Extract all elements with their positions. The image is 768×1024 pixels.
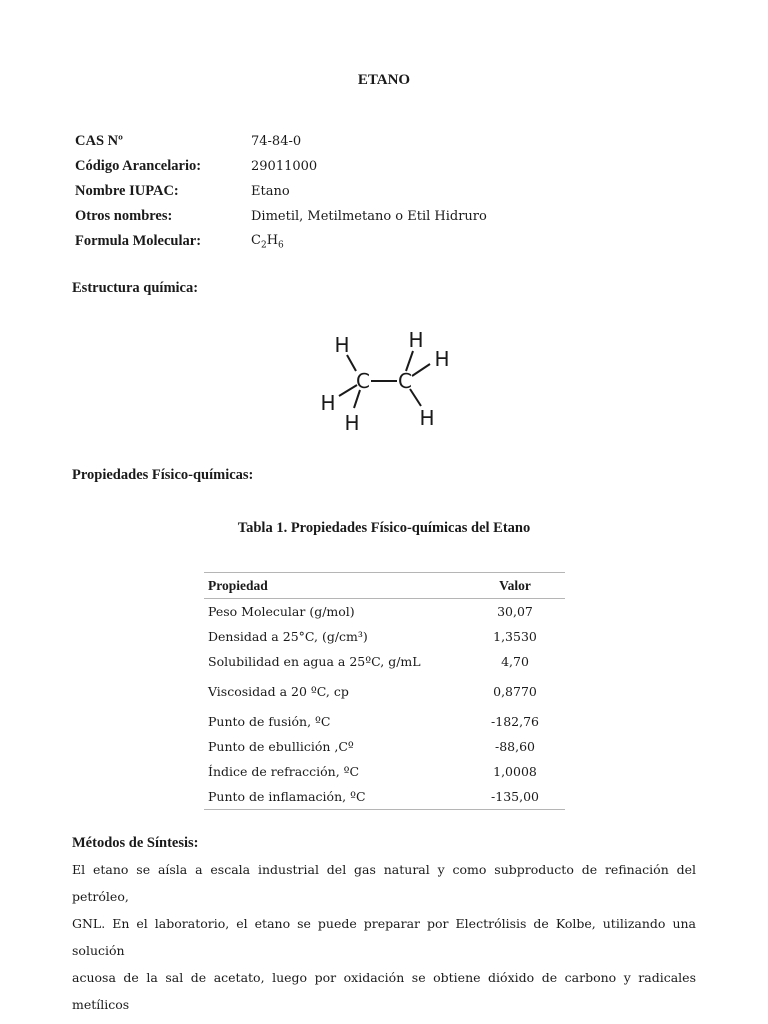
formula-element: C [251,232,261,248]
info-label: Nombre IUPAC: [75,183,179,199]
formula-element: H [266,232,279,248]
info-value: Dimetil, Metilmetano o Etil Hidruro [251,209,487,224]
atom-label: C [398,369,412,393]
info-label: Código Arancelario: [75,158,202,174]
methods-paragraph [72,856,696,1018]
value-cell: 0,8770 [493,684,537,699]
value-cell: -182,76 [491,714,539,729]
column-header-value: Valor [461,573,565,599]
info-value: 29011000 [251,159,318,174]
paragraph-line: acuosa de la sal de acetato, luego por oxidación se obtiene dióxido de carbono y radicales metílicos [72,970,696,1012]
info-row-otros-nombres [75,204,487,229]
table-row [204,599,565,625]
property-cell: Índice de refracción, ºC [208,764,360,779]
property-cell: Punto de fusión, ºC [208,714,331,729]
info-label: Formula Molecular: [75,233,202,249]
ethane-structure-diagram [312,322,456,434]
properties-table [204,572,565,810]
paragraph-line: El etano se aísla a escala industrial del gas natural y como subproducto de refinación del petróleo, [72,862,696,904]
atom-label: C [356,369,370,393]
info-row-formula [75,229,487,254]
column-header-property: Propiedad [204,573,461,599]
table-row [204,709,565,734]
info-label: Otros nombres: [75,208,173,224]
table-row [204,674,565,709]
info-row-cas [75,129,487,154]
table-row [204,784,565,810]
paragraph-line: GNL. En el laboratorio, el etano se puede preparar por Electrólisis de Kolbe, utilizando una solución [72,916,696,958]
property-cell: Punto de ebullición ,Cº [208,739,354,754]
page-title: ETANO [357,72,411,88]
atom-label: H [408,328,424,352]
atom-label: H [344,411,360,434]
value-cell: 4,70 [501,654,529,669]
table-row [204,734,565,759]
table-row [204,624,565,649]
value-cell: 1,0008 [493,764,537,779]
property-cell: Densidad a 25°C, (g/cm³) [208,629,368,644]
structure-heading: Estructura química: [72,280,199,296]
info-block [75,129,487,254]
properties-heading: Propiedades Físico-químicas: [72,467,254,483]
info-row-iupac [75,179,487,204]
value-cell: 30,07 [497,604,533,619]
property-cell: Viscosidad a 20 ºC, cp [208,684,349,699]
formula-subscript: 6 [278,240,284,251]
value-cell: -135,00 [461,784,565,810]
info-row-arancelario [75,154,487,179]
info-label: CAS Nº [75,133,123,149]
table-row [204,759,565,784]
table-caption: Tabla 1. Propiedades Físico-químicas del Etano [237,520,531,536]
atom-label: H [334,333,350,357]
info-value: 74-84-0 [251,134,302,149]
info-value: Etano [251,184,290,199]
value-cell: 1,3530 [493,629,537,644]
atom-label: H [320,391,336,415]
atom-label: H [419,406,435,430]
table-header-row [204,573,565,599]
formula-subscript: 2 [260,240,267,251]
atom-label: H [434,347,450,371]
value-cell: -88,60 [494,739,535,754]
property-cell: Solubilidad en agua a 25ºC, g/mL [208,654,421,669]
molecular-formula [251,233,284,251]
table-row [204,649,565,674]
property-cell: Peso Molecular (g/mol) [208,604,355,619]
property-cell: Punto de inflamación, ºC [204,784,461,810]
methods-heading: Métodos de Síntesis: [72,835,199,851]
